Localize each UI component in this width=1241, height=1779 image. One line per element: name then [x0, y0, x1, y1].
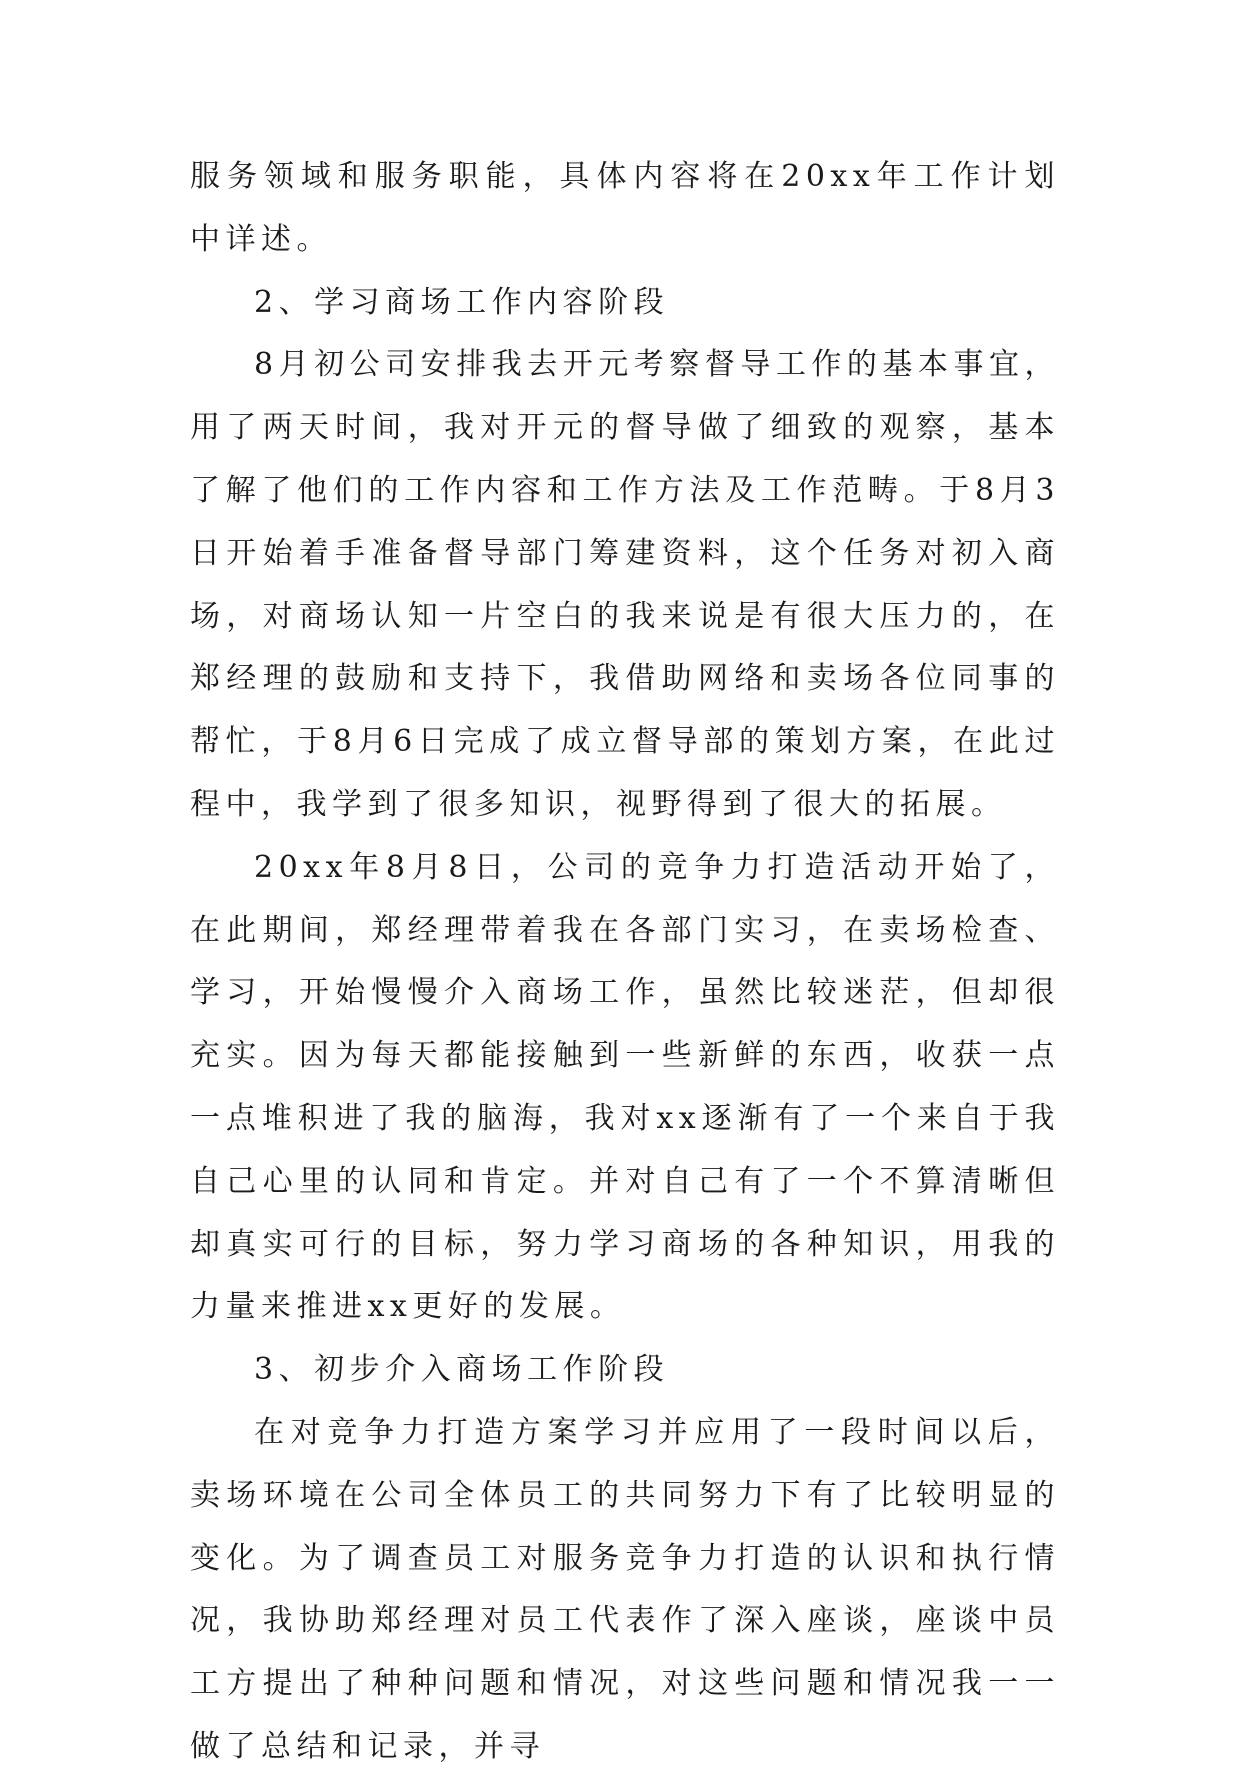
paragraph: 在对竞争力打造方案学习并应用了一段时间以后，卖场环境在公司全体员工的共同努力下有了比较明显的变化。为了调查员工对服务竞争力打造的认识和执行情况，我协助郑经理对员工代表作了深入座谈，座谈中员工方提出了种种问题和情况，对这些问题和情况我一一做了总结和记录，并寻	[190, 1414, 1060, 1764]
paragraph-continuation: 服务领域和服务职能，具体内容将在20xx年工作计划中详述。	[190, 159, 1060, 257]
document-body	[190, 146, 1060, 1779]
paragraph: 20xx年8月8日，公司的竞争力打造活动开始了，在此期间，郑经理带着我在各部门实习，在卖场检查、学习，开始慢慢介入商场工作，虽然比较迷茫，但却很充实。因为每天都能接触到一些新鲜的东西，收获一点一点堆积进了我的脑海，我对xx逐渐有了一个来自于我自己心里的认同和肯定。并对自己有了一个不算清晰但却真实可行的目标，努力学习商场的各种知识，用我的力量来推进xx更好的发展。	[190, 849, 1060, 1325]
section-heading-3: 3、初步介入商场工作阶段	[254, 1352, 670, 1388]
paragraph: 8月初公司安排我去开元考察督导工作的基本事宜，用了两天时间，我对开元的督导做了细致的观察，基本了解了他们的工作内容和工作方法及工作范畴。于8月3日开始着手准备督导部门筹建资料，这个任务对初入商场，对商场认知一片空白的我来说是有很大压力的，在郑经理的鼓励和支持下，我借助网络和卖场各位同事的帮忙，于8月6日完成了成立督导部的策划方案，在此过程中，我学到了很多知识，视野得到了很大的拓展。	[190, 347, 1060, 822]
section-heading-2: 2、学习商场工作内容阶段	[254, 284, 670, 320]
